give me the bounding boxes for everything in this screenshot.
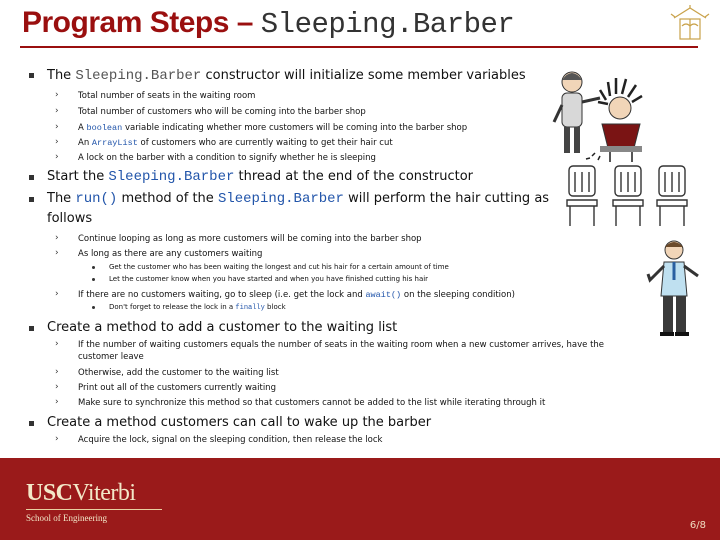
title-code: Sleeping.Barber [260,8,515,41]
list-item: Total number of seats in the waiting room [78,91,256,101]
chairs-clipart-icon [565,160,691,230]
chevron-bullet-icon: › [55,289,59,299]
bullet-add-customer: Create a method to add a customer to the waiting list [47,320,398,335]
logo-divider [26,509,162,510]
list-item: If there are no customers waiting, go to sleep (i.e. get the lock and await() on the sleeping condition) [78,290,515,300]
chevron-bullet-icon: › [55,137,59,147]
chevron-bullet-icon: › [55,367,59,377]
sub-list-item: Don't forget to release the lock in a finally block [109,303,286,312]
title-divider [20,46,698,48]
chevron-bullet-icon: › [55,382,59,392]
list-item: Acquire the lock, signal on the sleeping condition, then release the lock [78,435,383,445]
sub-list-item: Let the customer know when you have started and when you have finished cutting his hair [109,275,429,283]
usc-seal-icon [668,4,712,44]
bullet-wake-barber: Create a method customers can call to wake up the barber [47,415,432,430]
square-bullet-icon [29,326,34,331]
page-number: 6/8 [689,520,706,531]
square-bullet-icon [29,175,34,180]
list-item: If the number of waiting customers equals the number of seats in the waiting room when a new customer arrives, have the [78,340,605,350]
square-bullet-icon [29,197,34,202]
square-bullet-icon [29,421,34,426]
chevron-bullet-icon: › [55,90,59,100]
chevron-bullet-icon: › [55,434,59,444]
list-item: A lock on the barber with a condition to signify whether he is sleeping [78,153,376,163]
chevron-bullet-icon: › [55,152,59,162]
title-text: Program Steps – [22,6,261,39]
list-item: Print out all of the customers currently waiting [78,383,276,393]
list-item: A boolean variable indicating whether more customers will be coming into the barber shop [78,123,468,133]
list-item: As long as there are any customers waiting [78,249,263,259]
usc-viterbi-logo [26,480,162,523]
bullet-constructor: The Sleeping.Barber constructor will initialize some member variables [47,68,526,84]
sub-list-item: Get the customer who has been waiting the longest and cut his hair for a certain amount of time [109,263,449,271]
list-item: Make sure to synchronize this method so that customers cannot be added to the list while iterating through it [78,398,546,408]
chevron-bullet-icon: › [55,122,59,132]
dot-bullet-icon [92,278,95,281]
dot-bullet-icon [92,266,95,269]
list-item: Otherwise, add the customer to the waiting list [78,368,279,378]
square-bullet-icon [29,73,34,78]
list-item: Continue looping as long as more customers will be coming into the barber shop [78,234,422,244]
list-item-cont: customer leave [78,352,144,362]
chevron-bullet-icon: › [55,248,59,258]
logo-subtitle: School of Engineering [26,513,107,523]
dot-bullet-icon [92,306,95,309]
bullet-start-thread: Start the Sleeping.Barber thread at the end of the constructor [47,169,474,185]
chevron-bullet-icon: › [55,397,59,407]
bullet-run-method: The run() method of the Sleeping.Barber will perform the hair cutting as [47,191,550,207]
chevron-bullet-icon: › [55,106,59,116]
list-item: An ArrayList of customers who are currently waiting to get their hair cut [78,138,393,148]
chevron-bullet-icon: › [55,339,59,349]
slide-title [22,6,514,41]
barber-clipart-icon [548,60,654,166]
list-item: Total number of customers who will be coming into the barber shop [78,107,366,117]
man-clipart-icon [646,236,706,340]
chevron-bullet-icon: › [55,233,59,243]
bullet-run-method-cont: follows [47,211,93,226]
logo-wordmark: USCViterbi [26,480,136,506]
